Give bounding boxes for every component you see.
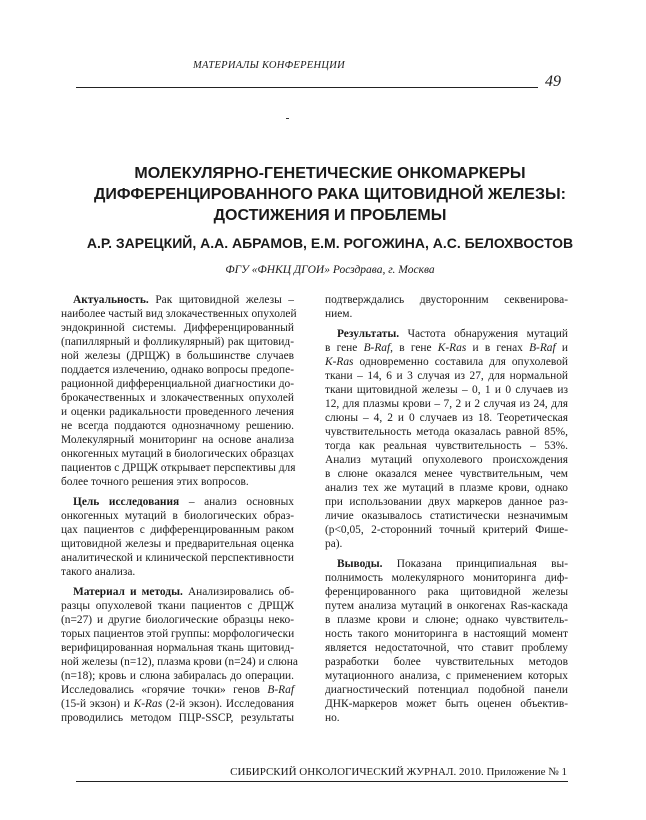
- text-line: Цель исследования – анализ основных: [73, 496, 294, 508]
- text-line: в плазме крови и слюне; однако чувствитель-: [325, 614, 568, 626]
- text-line: эндокринной системы. Дифференцированный: [61, 322, 294, 334]
- text-line: щитовидной железы и предварительная оценка: [61, 538, 294, 550]
- title-line: МОЛЕКУЛЯРНО-ГЕНЕТИЧЕСКИЕ ОНКОМАРКЕРЫ: [134, 165, 526, 182]
- section-heading: Результаты.: [337, 328, 400, 340]
- section-heading: Актуальность.: [73, 294, 149, 306]
- text-line: 12, для плазмы крови – 7, 2 и 2 случая из 24, для: [325, 398, 568, 410]
- page-number: 49: [545, 73, 561, 90]
- text-line: (n=27) и другие биологические образцы неко-: [61, 614, 294, 626]
- text-line: поддается излечению, однако вопросы предопе-: [61, 364, 294, 376]
- section-heading: Выводы.: [337, 558, 383, 570]
- text-line: не всегда поддаются однозначному решению.: [61, 420, 294, 432]
- text-line: пациентов с ДРЩЖ открывает перспективы для: [61, 462, 296, 474]
- text-line: наиболее частый вид злокачественных опухолей: [61, 308, 297, 320]
- text-line: диагностический потенциал подобной панели: [325, 684, 568, 696]
- text-line: торых пациентов этой группы: морфологически: [61, 628, 295, 640]
- text-line: в слюне оказался менее чувствительным, чем: [325, 468, 568, 480]
- title-line: ДИФФЕРЕНЦИРОВАННОГО РАКА ЩИТОВИДНОЙ ЖЕЛЕЗЫ:: [94, 186, 566, 203]
- text-line: мутационного анализа, с применением которых: [325, 670, 568, 682]
- text-line: и оценки радикальности проведенного лечения: [61, 406, 294, 418]
- text-line: такого анализа.: [61, 566, 136, 578]
- text-line: рационной дифференциальной диагностики до-: [61, 378, 294, 390]
- text-line: полнимость молекулярного мониторинга диф-: [325, 572, 568, 584]
- text-line: K-Ras одновременно составила для опухолевой: [325, 356, 568, 368]
- text-line: Актуальность. Рак щитовидной железы –: [73, 294, 294, 306]
- right-column: [325, 293, 568, 725]
- text-line: слюны – 4, 2 и 0 случаев из 18. Теоретическая: [325, 412, 568, 424]
- text-line: подтверждались двусторонним секвенирова-: [325, 294, 568, 306]
- text-line: (n=18); кровь и слюна забиралась до операции.: [61, 670, 294, 682]
- gene-name: K-Ras: [133, 698, 163, 710]
- text-line: анализ тех же мутаций в плазме крови, однако: [325, 482, 568, 494]
- text-line: ность такого мониторинга в настоящий момент: [325, 628, 568, 640]
- section-goal: [61, 495, 294, 579]
- gene-name: K-Ras: [437, 342, 467, 354]
- text-line: Результаты. Частота обнаружения мутаций: [337, 328, 568, 340]
- gene-name: K-Ras: [325, 356, 354, 368]
- text-line: путем анализа мутаций в онкогенах Ras-каскада: [325, 600, 568, 612]
- text-line: нием.: [325, 308, 353, 320]
- text-line: (папиллярный и фолликулярный) рак щитовид-: [61, 336, 294, 348]
- text-line: Выводы. Показана принципиальная вы-: [337, 558, 568, 570]
- header-rule: [76, 87, 538, 88]
- text-line: Материал и методы. Анализировались об-: [73, 586, 294, 598]
- text-line: чувствительность метода оказалась равной 85%,: [325, 426, 568, 438]
- section-methods-continued: [325, 293, 568, 321]
- text-line: личие оказывалось статистически незначимым: [325, 510, 568, 522]
- text-line: онкогенных мутаций в биологических образцах: [61, 448, 294, 460]
- decorative-dash: [286, 118, 289, 119]
- text-line: (p<0,05, 2-сторонний точный критерий Фише-: [325, 524, 568, 536]
- text-line: ДНК-маркеров может быть оценен объектив-: [325, 698, 568, 710]
- text-line: цах пациентов с дифференцированным раком: [61, 524, 294, 536]
- authors: А.Р. ЗАРЕЦКИЙ, А.А. АБРАМОВ, Е.М. РОГОЖИНА, А.С. БЕЛОХВОСТОВ: [86, 235, 574, 251]
- text-line: в гене B-Raf, в гене K-Ras и в генах B-Raf и: [325, 342, 568, 354]
- text-line: онкогенных мутаций в биологических образ-: [61, 510, 294, 522]
- text-line: но.: [325, 712, 340, 724]
- text-line: ткани – 14, 6 и 3 случая из 27, для нормальной: [325, 370, 568, 382]
- text-line: Исследовались «горячие точки» генов B-Raf: [61, 684, 294, 696]
- text-line: является недостаточной, что ставит проблему: [325, 642, 568, 654]
- footer-rule: [76, 781, 568, 782]
- section-methods: [61, 585, 298, 725]
- section-conclusions: [325, 557, 568, 725]
- section-heading: Цель исследования: [73, 496, 180, 508]
- text-line: более точного решения этих вопросов.: [61, 476, 249, 488]
- text-line: ра).: [325, 538, 343, 550]
- text-line: ной железы (ДРЩЖ) в большинстве случаев: [61, 350, 294, 362]
- text-line: Молекулярный мониторинг на основе анализа: [61, 434, 294, 446]
- text-line: (15-й экзон) и K-Ras (2-й экзон). Исследования: [61, 698, 294, 710]
- section-relevance: [61, 293, 297, 489]
- text-line: проводились методом ПЦР-SSCP, результаты: [61, 712, 294, 724]
- gene-name: B-Raf: [529, 342, 556, 354]
- left-column: [61, 293, 298, 725]
- text-line: верифицированная нормальная ткань щитовид-: [61, 642, 294, 654]
- text-line: при использовании двух маркеров данное раз-: [325, 496, 568, 508]
- section-heading: Материал и методы.: [73, 586, 183, 598]
- running-header-label: МАТЕРИАЛЫ КОНФЕРЕНЦИИ: [192, 60, 346, 71]
- journal-footer: СИБИРСКИЙ ОНКОЛОГИЧЕСКИЙ ЖУРНАЛ. 2010. Приложение № 1: [230, 766, 567, 778]
- text-line: ференцированного рака щитовидной железы: [325, 586, 568, 598]
- text-line: аналитической и клинической перспективности: [61, 552, 294, 564]
- text-line: ткани щитовидной железы – 0, 1 и 0 случаев из: [325, 384, 568, 396]
- affiliation: ФГУ «ФНКЦ ДГОИ» Росздрава, г. Москва: [225, 264, 435, 276]
- text-line: тогда как реальная чувствительность – 53%.: [325, 440, 568, 452]
- gene-name: B-Raf: [267, 684, 294, 696]
- text-line: разработки более чувствительных методов: [325, 656, 568, 668]
- section-results: [325, 327, 568, 551]
- title-line: ДОСТИЖЕНИЯ И ПРОБЛЕМЫ: [213, 207, 447, 224]
- text-line: брокачественных и злокачественных опухолей: [61, 392, 294, 404]
- article-title: [70, 163, 590, 226]
- gene-name: B-Raf: [363, 342, 391, 354]
- text-line: Анализ мутаций опухолевого происхождения: [325, 454, 568, 466]
- text-line: ной железы (n=12), плазма крови (n=24) и слюна: [61, 656, 298, 668]
- text-line: разцы опухолевой ткани пациентов с ДРЩЖ: [61, 600, 294, 612]
